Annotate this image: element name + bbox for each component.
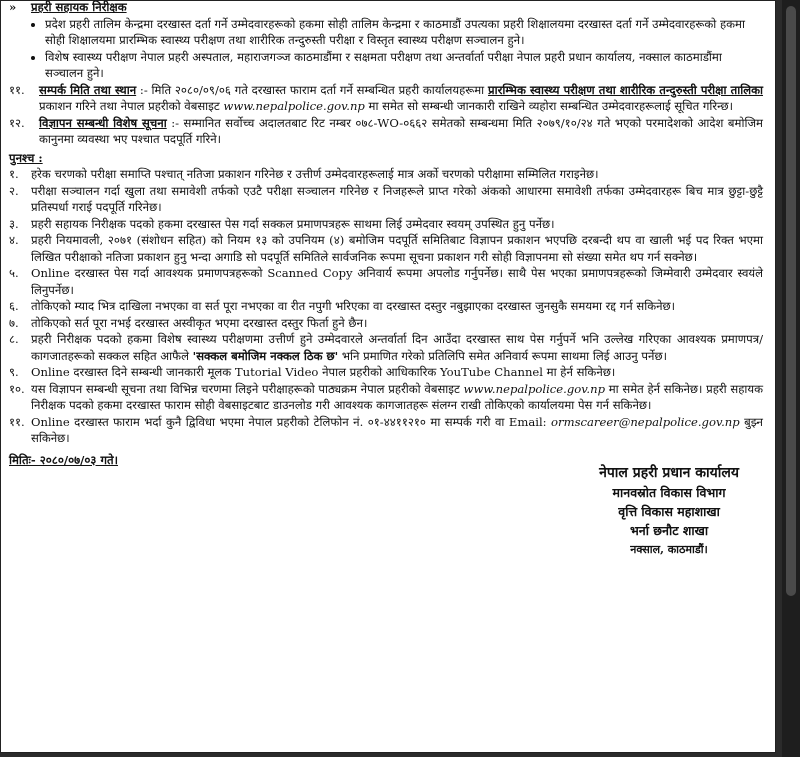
issue-date: मितिः- २०८०/०७/०३ गते।: [9, 452, 119, 467]
clause-text-part: प्रकाशन गरिने तथा नेपाल प्रहरीको वेबसाइट: [39, 99, 224, 113]
clause-12: [9, 115, 763, 148]
item-number: ११.: [9, 414, 25, 429]
item-text-part: भनि प्रमाणित गरेको प्रतिलिपि समेत अनिवार्य रूपमा साथमा लिई आउनु पर्नेछ।: [338, 348, 667, 363]
item-number: ७.: [9, 315, 19, 330]
item-text: प्रहरी नियमावली, २०७१ (संशोधन सहित) को नियम १३ को उपनियम (४) बमोजिम पदपूर्ति समितिबाट विज्ञापन प्रकाशन भएपछि दरबन्दी थप वा खाली भई पद रिक्त भएमा लिखित परीक्षाको नतिजा प्रकाशन हुनु भन्दा अगाडि सो पदपूर्ति समितिले सार्वजनिक रूपमा सूचना प्रकाशन गरी सोही विज्ञापनमा सो संख्या समेत थप गर्न सक्नेछ।: [31, 233, 763, 264]
website-link[interactable]: www.nepalpolice.gov.np: [223, 99, 365, 113]
item-text-part: Online दरखास्त फाराम भर्दा कुनै द्विविधा भएमा नेपाल प्रहरीको टेलिफोन नं. ०१-४४११२१० मा सम्पर्क गरी वा Email:: [31, 414, 552, 429]
bullet-list: [9, 16, 763, 82]
item-text: [31, 331, 763, 364]
item-text: [31, 414, 763, 447]
item-text: प्रहरी सहायक निरीक्षक पदको हकमा दरखास्त पेस गर्दा सक्कल प्रमाणपत्रहरू साथमा लिई उम्मेदवार स्वयम् उपस्थित हुनु पर्नेछ।: [31, 216, 555, 231]
clause-text-part: मा समेत सो सम्बन्धी जानकारी राखिने व्यहोरा सम्बन्धित उम्मेदवारहरूलाई सूचित गरिन्छ।: [364, 99, 733, 113]
item-number: १०.: [9, 381, 25, 396]
bullet-item: • विशेष स्वास्थ्य परीक्षण नेपाल प्रहरी अस्पताल, महाराजगञ्ज काठमाडौंमा र सक्षमता परीक्षण तथा अन्तर्वार्ता परीक्षा नेपाल प्रहरी प्रधान कार्यालय, नक्साल काठमाडौंमा सञ्चालन हुने।: [45, 49, 763, 82]
section-name: भर्ना छनौट शाखा: [629, 522, 709, 538]
item-text-part: प्रहरी निरीक्षक पदको हकमा विशेष स्वास्थ्य परीक्षणमा उत्तीर्ण हुने उम्मेदवारले अन्तर्वार्ता दिन आउँदा दरखास्त साथ पेस गर्नुपर्ने भनि उल्लेख गरिएका आवश्यक प्रमाणपत्र/कागजातहरूको सक्कल सहित आफैले: [31, 332, 763, 363]
clause-number: १२.: [9, 115, 25, 130]
item-number: ४.: [9, 233, 19, 247]
item-number: ६.: [9, 299, 19, 313]
item-text: [31, 381, 763, 414]
clause-label: सम्पर्क मिति तथा स्थान: [39, 82, 137, 97]
item-text: परीक्षा सञ्चालन गर्दा खुला तथा समावेशी तर्फको एउटै परीक्षा सञ्चालन गरिनेछ र निजहरूले प्राप्त गरेको अंकको आधारमा समावेशी तर्फका उम्मेदवारहरू बिच मात्र छुट्टा-छुट्टै प्रतिस्पर्धा गराई पदपूर्ति गरिनेछ।: [31, 183, 763, 214]
section-title: प्रहरी सहायक निरीक्षक: [31, 0, 127, 14]
clause-label: विज्ञापन सम्बन्धी विशेष सूचना: [39, 115, 167, 130]
office-name: नेपाल प्रहरी प्रधान कार्यालय: [599, 464, 739, 481]
item-number: १.: [9, 167, 19, 181]
clause-text-part: :- मिति २०८०/०९/०६ गते दरखास्त फाराम दर्ता गर्ने सम्बन्धित प्रहरी कार्यालयहरूमा: [136, 82, 488, 97]
clause-text-part: :- सम्मानित सर्वोच्च अदालतबाट रिट नम्बर ०७८-WO-०६६२ समेतको सम्बन्धमा मिति २०७९/१०/२४ गते भएको परमादेशको आदेश बमोजिम कानुनमा व्यवस्था भए पश्चात पदपूर्ति गरिने।: [39, 115, 763, 146]
scrollbar-thumb[interactable]: [786, 6, 796, 596]
postscript-item: [9, 216, 763, 233]
signature-block: [599, 464, 739, 559]
item-text-part: मा समेत हेर्न सकिनेछ। प्रहरी सहायक निरीक्षक पदको हकमा दरखास्त फाराम सोही वेबसाइटबाट डाउनलोड गरी आवश्यक कागजातहरू संलग्न राखी तोकिएको कार्यालयमा पेस गर्न सकिनेछ।: [31, 381, 763, 412]
clause-number: ११.: [9, 82, 25, 97]
item-number: ३.: [9, 216, 19, 231]
postscript-item: [9, 331, 763, 364]
clause-text: [39, 82, 763, 115]
item-text: हरेक चरणको परीक्षा समाप्ति पश्चात् नतिजा प्रकाशन गरिनेछ र उत्तीर्ण उम्मेदवारहरूलाई मात्र अर्को चरणको परीक्षामा सम्मिलित गराइनेछ।: [31, 167, 599, 181]
postscript-item: [9, 414, 763, 447]
email-link[interactable]: ormscareer@nepalpolice.gov.np: [551, 414, 740, 429]
postscript-item: [9, 183, 763, 216]
item-text: Online दरखास्त पेस गर्दा आवश्यक प्रमाणपत्रहरूको Scanned Copy अनिवार्य रूपमा अपलोड गर्नुपर्नेछ। साथै पेस भएका प्रमाणपत्रहरूको जिम्मेवारी उम्मेदवार स्वयंले लिनुपर्नेछ।: [31, 266, 763, 297]
clause-11: [9, 82, 763, 115]
certified-copy-phrase: 'सक्कल बमोजिम नक्कल ठिक छ': [192, 348, 339, 363]
website-link[interactable]: www.nepalpolice.gov.np: [463, 381, 605, 396]
postscript-list: [9, 166, 763, 447]
postscript-item: [9, 265, 763, 298]
section-heading: [9, 0, 763, 16]
postscript-item: [9, 232, 763, 265]
postscript-item: [9, 364, 763, 381]
item-text-part: बुझ्न सकिनेछ।: [31, 414, 763, 445]
postscript-heading: पुनश्च :: [9, 150, 43, 165]
item-number: २.: [9, 183, 19, 198]
item-number: ५.: [9, 266, 19, 280]
department-name: मानवस्रोत विकास विभाग: [612, 484, 726, 500]
item-text: तोकिएको म्याद भित्र दाखिला नभएका वा सर्त पूरा नभएका वा रीत नपुगी भरिएका वा दरखास्त दस्तुर नबुझाएका दरखास्त जुनसुकै समयमा रद्द गर्न सकिनेछ।: [31, 299, 676, 313]
postscript-item: [9, 381, 763, 414]
postscript-item: [9, 166, 763, 183]
scrollbar[interactable]: [782, 0, 800, 757]
division-name: वृत्ति विकास महाशाखा: [618, 503, 720, 519]
office-address: नक्साल, काठमाडौं।: [630, 542, 708, 556]
schedule-highlight: प्रारम्भिक स्वास्थ्य परीक्षण तथा शारीरिक तन्दुरुस्ती परीक्षा तालिका: [487, 82, 764, 97]
bullet-item: • प्रदेश प्रहरी तालिम केन्द्रमा दरखास्त दर्ता गर्ने उम्मेदवारहरूको हकमा सोही तालिम केन्द्रमा र काठमाडौं उपत्यका प्रहरी शिक्षालयमा दरखास्त दर्ता गर्ने उम्मेदवारहरूको हकमा सोही शिक्षालयमा प्रारम्भिक स्वास्थ्य परीक्षण तथा शारीरिक तन्दुरुस्ती परीक्षा र विस्तृत स्वास्थ्य परीक्षण सञ्चालन हुने।: [45, 16, 763, 49]
postscript-item: [9, 315, 763, 332]
postscript-item: [9, 298, 763, 315]
item-text-part: यस विज्ञापन सम्बन्धी सूचना तथा विभिन्न चरणमा लिइने परीक्षाहरूको पाठ्यक्रम नेपाल प्रहरीको वेबसाइट: [31, 381, 464, 396]
item-text: Online दरखास्त दिने सम्बन्धी जानकारी मूलक Tutorial Video नेपाल प्रहरीको आधिकारिक YouTube Channel मा हेर्न सकिनेछ।: [31, 365, 616, 379]
clause-text: [39, 115, 763, 148]
item-text: तोकिएको सर्त पूरा नभई दरखास्त अस्वीकृत भएमा दरखास्त दस्तुर फिर्ता हुने छैन।: [31, 315, 368, 330]
item-number: ९.: [9, 365, 19, 379]
item-number: ८.: [9, 332, 19, 346]
footer: [9, 450, 763, 560]
double-chevron-icon: »: [9, 0, 17, 14]
